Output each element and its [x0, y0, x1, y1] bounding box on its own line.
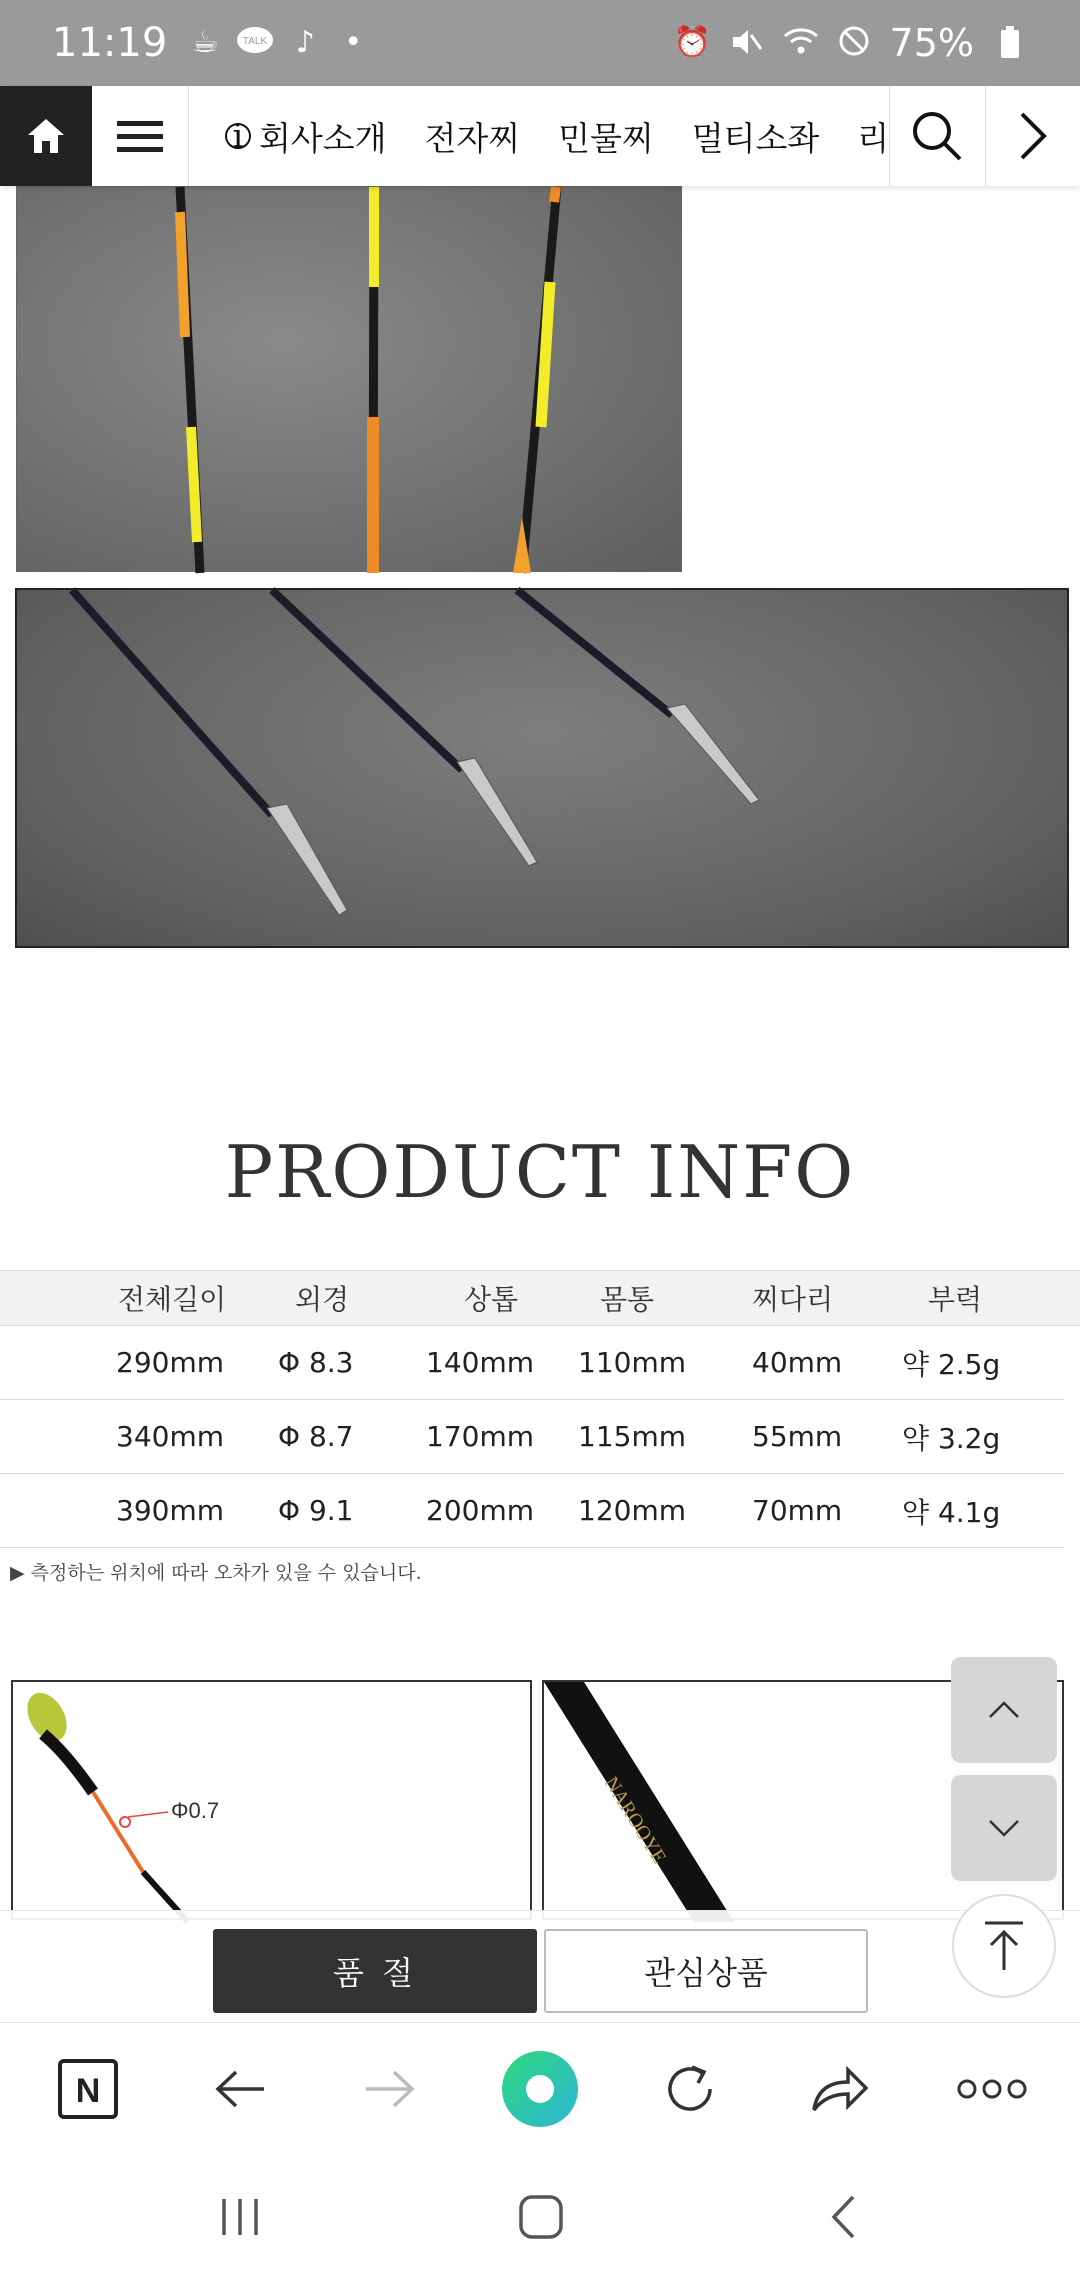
cell-body: 120mm	[578, 1494, 686, 1527]
scroll-down-button[interactable]	[951, 1775, 1057, 1881]
arrow-left-icon	[214, 2069, 266, 2109]
naver-n-icon	[57, 2058, 119, 2120]
spec-table	[0, 1270, 1080, 1548]
mute-icon	[728, 25, 764, 61]
naver-button[interactable]	[48, 2049, 128, 2129]
cell-body: 110mm	[578, 1346, 686, 1379]
search-button[interactable]	[889, 86, 984, 186]
detail-photo-float-top	[11, 1680, 532, 1920]
chevron-up-icon	[987, 1700, 1021, 1720]
svg-text:N: N	[75, 2072, 101, 2110]
table-row	[0, 1400, 1064, 1474]
header-buoyancy: 부력	[928, 1283, 983, 1316]
chevron-down-icon	[987, 1818, 1021, 1838]
brand-label: NAROOYE	[599, 1772, 671, 1868]
header-body: 몸통	[600, 1283, 655, 1316]
more-button[interactable]	[952, 2049, 1032, 2129]
cell-buoyancy: 약 4.1g	[902, 1495, 1001, 1529]
cell-top: 140mm	[426, 1346, 534, 1379]
wifi-icon	[782, 25, 818, 61]
nav-item-company[interactable]	[225, 113, 387, 160]
wishlist-button[interactable]: 관심상품	[544, 1929, 868, 2013]
hamburger-icon	[117, 113, 163, 160]
dot-icon: •	[344, 25, 363, 60]
home-system-button[interactable]	[506, 2184, 576, 2250]
cell-body: 115mm	[578, 1420, 686, 1453]
nav-item-electronic-float[interactable]: 전자찌	[424, 118, 521, 158]
table-row	[0, 1326, 1064, 1400]
cell-outer-diameter: Φ 8.7	[278, 1420, 354, 1453]
svg-text:TALK: TALK	[243, 36, 268, 47]
tiktok-icon: ♪	[295, 25, 315, 60]
scroll-to-top-button[interactable]	[952, 1894, 1056, 1998]
home-button[interactable]	[0, 86, 92, 186]
green-dot-icon	[500, 2049, 580, 2129]
spec-table-header	[0, 1270, 1080, 1326]
cell-total-length: 290mm	[116, 1346, 224, 1379]
refresh-icon	[662, 2061, 718, 2117]
header-leg: 찌다리	[752, 1283, 834, 1316]
back-system-button[interactable]	[808, 2184, 878, 2250]
kakaotalk-icon	[235, 25, 275, 61]
alarm-icon: ⏰	[673, 25, 711, 60]
category-tabs	[189, 86, 889, 186]
header-outer-diameter: 외경	[295, 1283, 350, 1316]
cell-total-length: 340mm	[116, 1420, 224, 1453]
recent-apps-button[interactable]	[205, 2184, 275, 2250]
refresh-button[interactable]	[650, 2049, 730, 2129]
arrow-up-to-top-icon	[981, 1920, 1027, 1972]
green-dot-button[interactable]	[500, 2049, 580, 2129]
home-square-icon	[517, 2193, 565, 2241]
chevron-left-icon	[829, 2194, 857, 2240]
search-icon	[910, 109, 964, 163]
cell-total-length: 390mm	[116, 1494, 224, 1527]
battery-icon	[992, 25, 1028, 61]
nav-item-label: 회사소개	[258, 118, 387, 158]
recent-apps-icon	[218, 2197, 262, 2237]
status-time: 11:19	[52, 20, 168, 66]
sold-out-button[interactable]: 품 절	[213, 1929, 537, 2013]
table-row	[0, 1474, 1064, 1548]
more-icon	[957, 2077, 1027, 2101]
product-photo-float-tips	[16, 186, 682, 572]
cell-top: 200mm	[426, 1494, 534, 1527]
product-photo-float-bottoms	[15, 588, 1069, 948]
do-not-disturb-icon	[836, 25, 872, 61]
cell-leg: 40mm	[752, 1346, 843, 1379]
system-nav-bar	[0, 2154, 1080, 2280]
browser-toolbar	[0, 2022, 1080, 2154]
status-bar	[0, 0, 1080, 86]
cell-outer-diameter: Φ 9.1	[278, 1494, 354, 1527]
spec-note: ▶ 측정하는 위치에 따라 오차가 있을 수 있습니다.	[10, 1562, 422, 1584]
share-button[interactable]	[800, 2049, 880, 2129]
info-icon: i	[225, 123, 251, 149]
forward-button[interactable]	[350, 2049, 430, 2129]
nav-item-freshwater-float[interactable]: 민물찌	[558, 118, 654, 158]
header-total-length: 전체길이	[118, 1283, 227, 1316]
coffee-icon: ☕	[191, 25, 219, 60]
cell-outer-diameter: Φ 8.3	[278, 1346, 354, 1379]
nav-item-more[interactable]: 리	[857, 118, 890, 158]
arrow-right-icon	[364, 2069, 416, 2109]
back-button[interactable]	[200, 2049, 280, 2129]
cell-buoyancy: 약 3.2g	[902, 1421, 1001, 1455]
cell-leg: 55mm	[752, 1420, 843, 1453]
nav-next-button[interactable]	[985, 86, 1080, 186]
site-nav-bar	[0, 86, 1080, 186]
scroll-up-button[interactable]	[951, 1657, 1057, 1763]
header-top: 상톱	[464, 1283, 519, 1316]
purchase-bar	[0, 1910, 1080, 2022]
menu-button[interactable]	[92, 86, 189, 186]
chevron-right-icon	[1016, 110, 1050, 162]
notification-icons	[187, 25, 371, 61]
cell-leg: 70mm	[752, 1494, 843, 1527]
share-arrow-icon	[810, 2064, 870, 2114]
home-icon	[26, 117, 66, 155]
battery-percent: 75%	[889, 21, 974, 65]
cell-top: 170mm	[426, 1420, 534, 1453]
section-title: PRODUCT INFO	[224, 1130, 856, 1214]
nav-item-multi[interactable]: 멀티소좌	[691, 118, 820, 158]
status-right	[674, 21, 1028, 65]
diameter-label: Φ0.7	[171, 1798, 220, 1823]
cell-buoyancy: 약 2.5g	[902, 1347, 1001, 1381]
